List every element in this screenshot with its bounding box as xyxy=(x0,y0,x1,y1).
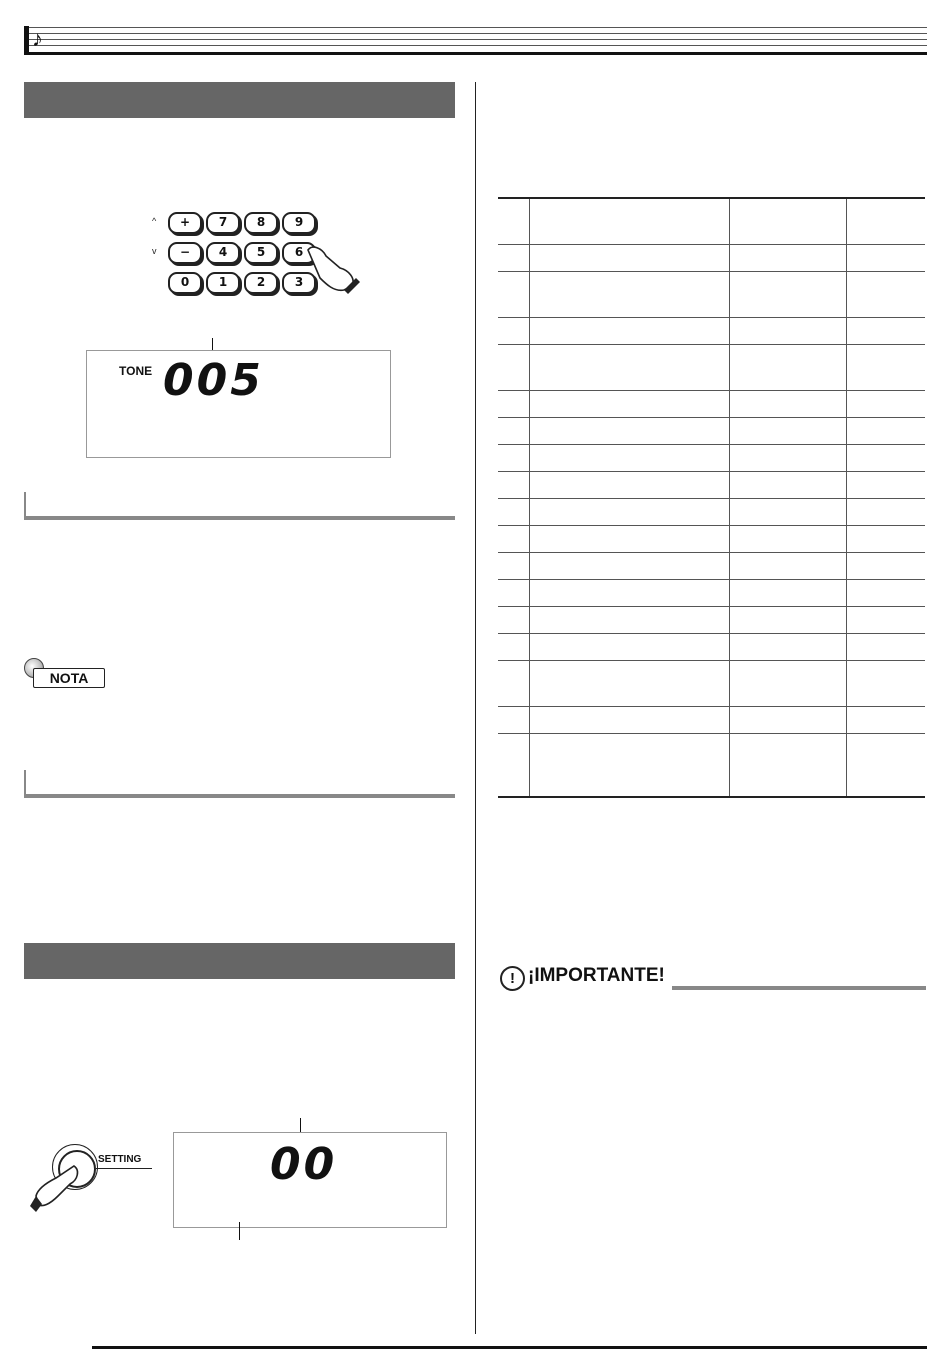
table-cell xyxy=(847,660,925,706)
table-cell xyxy=(730,498,847,525)
table-cell xyxy=(529,444,730,471)
table-row xyxy=(498,244,925,271)
table-cell xyxy=(847,344,925,390)
key-2[interactable]: 2 xyxy=(244,272,278,294)
section-banner-1 xyxy=(24,82,455,118)
table-cell xyxy=(730,317,847,344)
table-cell xyxy=(529,344,730,390)
table-row xyxy=(498,344,925,390)
table-cell xyxy=(847,733,925,797)
table-cell xyxy=(498,525,529,552)
sub-heading-2 xyxy=(24,770,455,798)
table-cell xyxy=(730,633,847,660)
table-cell xyxy=(847,390,925,417)
nota-badge: NOTA xyxy=(33,668,105,688)
setting-number: 00 xyxy=(270,1139,338,1190)
table-cell xyxy=(847,706,925,733)
table-cell xyxy=(529,579,730,606)
table-cell xyxy=(498,471,529,498)
table-cell xyxy=(730,733,847,797)
table-cell xyxy=(529,706,730,733)
table-cell xyxy=(847,606,925,633)
lcd-leader-line xyxy=(239,1222,240,1240)
table-cell xyxy=(498,498,529,525)
table-cell xyxy=(529,525,730,552)
table-cell xyxy=(847,633,925,660)
section-banner-2 xyxy=(24,943,455,979)
table-cell xyxy=(529,317,730,344)
key-minus[interactable]: − xyxy=(168,242,202,264)
exclamation-icon: ! xyxy=(500,966,525,991)
key-0[interactable]: 0 xyxy=(168,272,202,294)
table-cell xyxy=(730,444,847,471)
table-row xyxy=(498,417,925,444)
table-cell xyxy=(730,606,847,633)
key-plus[interactable]: + xyxy=(168,212,202,234)
table-row xyxy=(498,525,925,552)
numeric-keypad xyxy=(150,208,370,298)
sub-heading-1 xyxy=(24,492,455,520)
table-cell xyxy=(498,417,529,444)
column-divider xyxy=(475,82,476,1334)
table-row xyxy=(498,706,925,733)
table-cell xyxy=(498,317,529,344)
tone-number: 005 xyxy=(163,355,264,406)
table-cell xyxy=(498,444,529,471)
staff-bottom-line xyxy=(24,52,927,55)
table-cell xyxy=(730,525,847,552)
table-cell xyxy=(730,706,847,733)
tone-lcd-display xyxy=(86,350,391,458)
table-cell xyxy=(498,344,529,390)
table-header-row xyxy=(498,198,925,244)
table-cell xyxy=(498,579,529,606)
table-cell xyxy=(498,552,529,579)
table-row xyxy=(498,271,925,317)
table-cell xyxy=(730,271,847,317)
table-cell xyxy=(498,244,529,271)
table-cell xyxy=(529,471,730,498)
table-cell xyxy=(498,706,529,733)
table-cell xyxy=(730,244,847,271)
up-arrow-icon: ^ xyxy=(152,216,157,226)
setting-button-label: SETTING xyxy=(98,1154,142,1165)
table-cell xyxy=(730,660,847,706)
pressing-hand-icon xyxy=(300,238,362,296)
key-4[interactable]: 4 xyxy=(206,242,240,264)
table-cell xyxy=(529,552,730,579)
key-9[interactable]: 9 xyxy=(282,212,316,234)
key-1[interactable]: 1 xyxy=(206,272,240,294)
table-cell xyxy=(529,606,730,633)
table-cell xyxy=(498,606,529,633)
table-cell xyxy=(498,390,529,417)
table-row xyxy=(498,552,925,579)
table-cell xyxy=(529,660,730,706)
table-cell xyxy=(498,271,529,317)
table-row xyxy=(498,606,925,633)
table-cell xyxy=(529,271,730,317)
table-cell xyxy=(498,733,529,797)
table-row xyxy=(498,579,925,606)
staff-line xyxy=(29,33,927,34)
staff-line xyxy=(29,45,927,46)
pressing-hand-icon xyxy=(28,1160,88,1220)
tone-label: TONE xyxy=(119,364,153,378)
music-note-icon: ♪ xyxy=(32,26,43,51)
table-cell xyxy=(498,660,529,706)
table-row xyxy=(498,444,925,471)
table-cell xyxy=(847,444,925,471)
table-cell xyxy=(529,633,730,660)
table-row xyxy=(498,390,925,417)
data-table xyxy=(498,197,925,798)
table-cell xyxy=(847,471,925,498)
key-6[interactable]: 6 xyxy=(282,242,316,264)
table-row xyxy=(498,498,925,525)
setting-pointer-line xyxy=(96,1168,152,1169)
staff-line xyxy=(29,27,927,28)
table-cell xyxy=(847,271,925,317)
table-cell xyxy=(730,552,847,579)
table-cell xyxy=(498,633,529,660)
key-3[interactable]: 3 xyxy=(282,272,316,294)
table-cell xyxy=(730,344,847,390)
table-row xyxy=(498,471,925,498)
table-cell xyxy=(529,244,730,271)
table-row xyxy=(498,733,925,797)
table-cell xyxy=(730,390,847,417)
table-cell xyxy=(730,579,847,606)
key-5[interactable]: 5 xyxy=(244,242,278,264)
table-cell xyxy=(529,733,730,797)
table-cell xyxy=(529,390,730,417)
key-7[interactable]: 7 xyxy=(206,212,240,234)
table-cell xyxy=(847,552,925,579)
table-row xyxy=(498,317,925,344)
header-bar xyxy=(24,26,29,54)
setting-lcd-display xyxy=(173,1132,447,1228)
table-cell xyxy=(847,317,925,344)
importante-rule xyxy=(672,986,926,990)
table-cell xyxy=(529,498,730,525)
table-cell xyxy=(847,244,925,271)
table-cell xyxy=(730,471,847,498)
table-row xyxy=(498,633,925,660)
down-arrow-icon: v xyxy=(152,246,157,256)
table-cell xyxy=(529,417,730,444)
table-cell xyxy=(730,417,847,444)
table-cell xyxy=(847,525,925,552)
table-cell xyxy=(847,498,925,525)
footer-rule xyxy=(92,1346,927,1349)
table-cell xyxy=(847,579,925,606)
key-8[interactable]: 8 xyxy=(244,212,278,234)
importante-heading: ¡IMPORTANTE! xyxy=(528,965,665,986)
table-cell xyxy=(847,417,925,444)
staff-line xyxy=(29,39,927,40)
table-row xyxy=(498,660,925,706)
